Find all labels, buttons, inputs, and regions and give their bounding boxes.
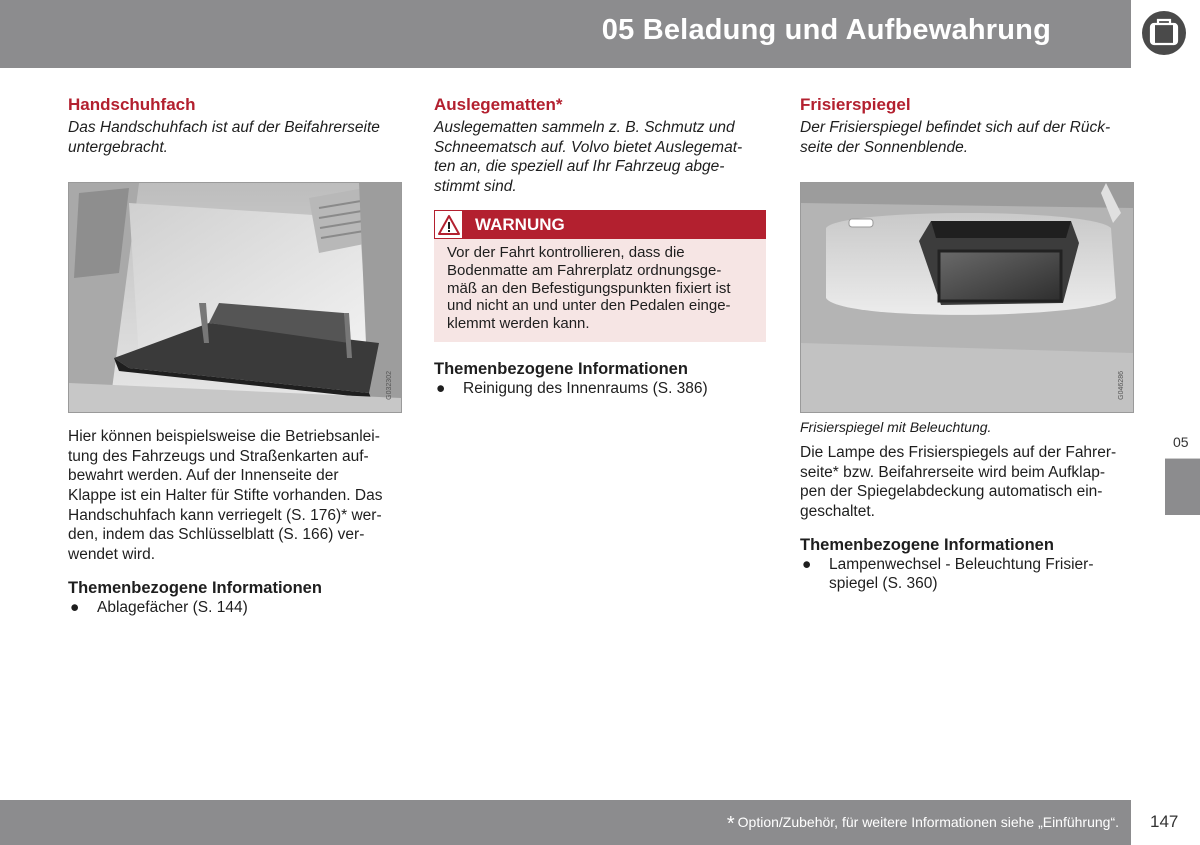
related-heading: Themenbezogene Informationen (800, 535, 1054, 554)
related-heading: Themenbezogene Informationen (68, 579, 322, 598)
footer-note: * Option/Zubehör, für weitere Informationen siehe „Einführung“. (726, 813, 1119, 835)
header-bar (0, 0, 1131, 68)
chapter-title: 05 Beladung und Aufbewahrung (601, 14, 1051, 46)
related-link[interactable]: ● Ablagefächer (S. 144) (70, 599, 248, 617)
asterisk-mark: * (726, 813, 735, 835)
image-caption: Frisierspiegel mit Beleuchtung. (800, 419, 992, 436)
chapter-tab[interactable] (1165, 425, 1200, 515)
related-link[interactable]: ● Lampenwechsel - Beleuchtung Frisier- spiegel (S. 360) (802, 555, 1094, 593)
warning-header (434, 210, 766, 239)
intro-text: Auslegematten sammeln z. B. Schmutz und Schneematsch auf. Volvo bietet Auslegemat- ten an, die speziell auf Ihr Fahrzeug abge- stimmt sind. (434, 119, 743, 195)
warning-title: WARNUNG (475, 214, 565, 234)
body-text: Die Lampe des Frisierspiegels auf der Fahrer- seite* bzw. Beifahrerseite wird beim Aufklap- pen der Spiegelabdeckung automatisch ein- geschaltet. (800, 444, 1117, 520)
body-text: Hier können beispielsweise die Betriebsanlei- tung des Fahrzeugs und Straßenkarten auf- bewahrt werden. Auf der Innenseite der Klappe ist ein Halter für Stifte vorhanden. Das Handschuhfach kann verriegelt (S. 176)* wer- den, indem das Schlüsselblatt (S. 166) ver- wendet wird. (68, 428, 383, 563)
image-code: G032302 (386, 371, 393, 401)
warning-text: Vor der Fahrt kontrollieren, dass die Bodenmatte am Fahrerplatz ordnungsge- mäß an den Befestigungspunkten fixiert ist und nicht an und unter den Pedalen einge- klemmt werden kann. (447, 244, 731, 332)
related-link[interactable]: ● Reinigung des Innenraums (S. 386) (436, 380, 708, 398)
floor-mats-section (434, 92, 766, 399)
bullet-icon: ● (70, 599, 80, 617)
image-code: G046286 (1118, 371, 1125, 401)
warning-box (434, 210, 766, 342)
glovebox-section (68, 92, 398, 618)
glovebox-image (68, 182, 402, 413)
bullet-icon: ● (436, 380, 446, 398)
section-heading: Auslegematten* (434, 95, 563, 114)
luggage-icon (1141, 10, 1187, 56)
section-heading: Handschuhfach (68, 95, 196, 114)
page-number: 147 (1150, 812, 1179, 831)
bullet-icon: ● (802, 555, 812, 573)
header-icon-box (1131, 0, 1200, 68)
footer-bar (0, 800, 1131, 845)
section-heading: Frisierspiegel (800, 95, 911, 114)
intro-text: Das Handschuhfach ist auf der Beifahrerseite untergebracht. (68, 119, 380, 156)
warning-triangle-icon (434, 210, 463, 239)
related-heading: Themenbezogene Informationen (434, 360, 688, 379)
page-number-box (1131, 800, 1200, 845)
intro-text: Der Frisierspiegel befindet sich auf der Rück- seite der Sonnenblende. (800, 119, 1111, 156)
vanity-mirror-section (800, 92, 1133, 594)
vanity-mirror-image (800, 182, 1134, 413)
chapter-tab-label: 05 (1173, 434, 1189, 450)
